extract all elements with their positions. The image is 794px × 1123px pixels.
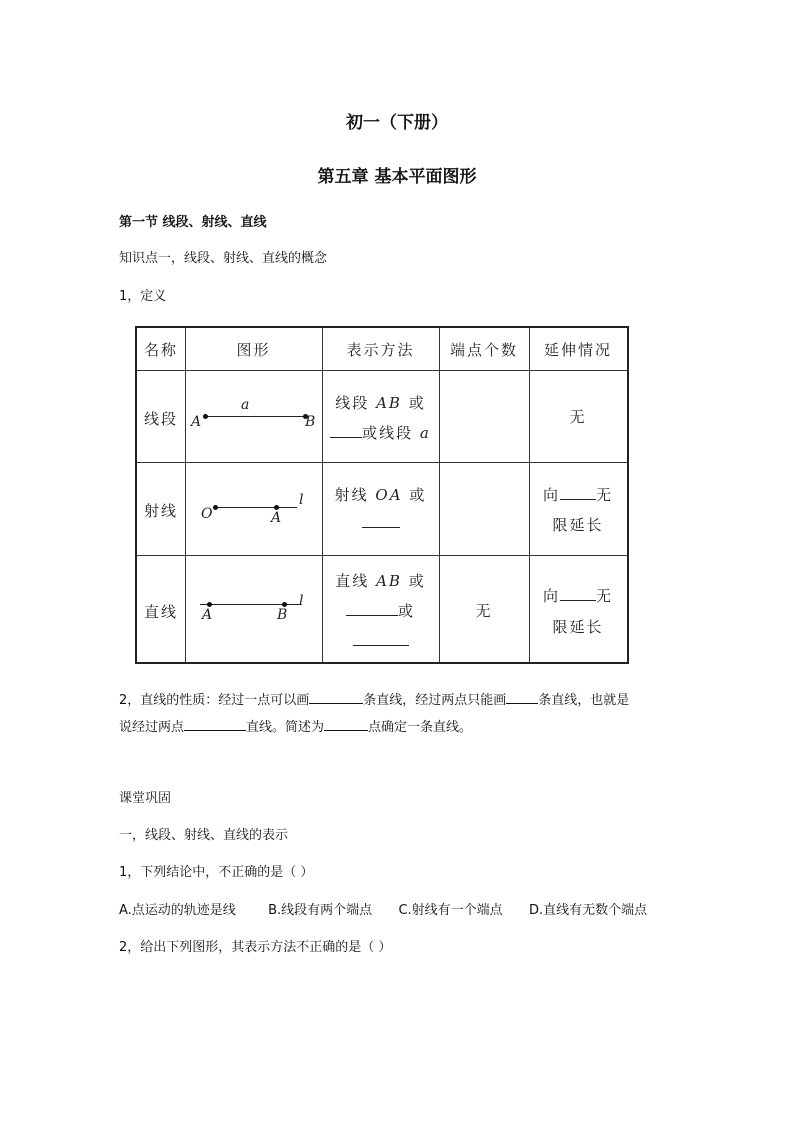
segment-notation-line2: 或线段 a: [322, 422, 439, 443]
property-line2: 说经过两点 直线。简述为 点确定一条直线。: [119, 720, 473, 735]
question-1: 1，下列结论中，不正确的是（ ）: [119, 865, 314, 880]
blank-lines-through-one-point[interactable]: [309, 691, 363, 704]
option-d[interactable]: D.直线有无数个端点: [528, 903, 648, 918]
line-label-A: A: [202, 607, 213, 623]
line-notation-blank[interactable]: [322, 632, 439, 650]
segment-label-a: a: [241, 397, 250, 413]
ray-label-O: O: [201, 506, 213, 522]
header-name: 名称: [143, 341, 178, 359]
line-extension-line2: 限延长: [552, 618, 604, 636]
definition-label: 1，定义: [119, 289, 167, 304]
header-notation: 表示方法: [346, 341, 415, 359]
line-endpoints: 无: [475, 602, 493, 620]
knowledge-point-1: 知识点一，线段、射线、直线的概念: [119, 251, 328, 266]
line-extension-line1: 向 无: [542, 587, 614, 605]
segment-label-B: B: [305, 414, 316, 430]
segment-extension: 无: [569, 408, 587, 426]
ray-label-l: l: [299, 492, 304, 508]
line-label-l: l: [299, 593, 304, 609]
question-2: 2，给出下列图形，其表示方法不正确的是（ ）: [119, 940, 392, 955]
blank[interactable]: [346, 605, 398, 616]
ray-extension-line1: 向 无: [542, 486, 614, 504]
ray-notation-line1: 射线 OA 或: [334, 486, 427, 504]
row-name-ray: 射线: [143, 502, 178, 520]
option-c[interactable]: C.射线有一个端点: [398, 903, 503, 918]
row-name-segment: 线段: [143, 410, 178, 428]
line-label-B: B: [277, 607, 288, 623]
chapter-title: 第五章 基本平面图形: [317, 167, 477, 187]
blank-lines-through-two-points[interactable]: [506, 691, 538, 704]
definition-table: [135, 326, 629, 664]
header-endpoints: 端点个数: [449, 341, 518, 359]
blank[interactable]: [560, 489, 596, 500]
line-notation-line1: 直线 AB 或: [335, 572, 426, 590]
blank-points-determine[interactable]: [324, 718, 368, 731]
blank[interactable]: [560, 590, 596, 601]
blank-two-points[interactable]: [184, 718, 246, 731]
ray-notation-blank[interactable]: [322, 514, 439, 532]
question-1-options: [119, 899, 647, 918]
segment-label-A: A: [191, 414, 202, 430]
option-b[interactable]: B.线段有两个端点: [268, 903, 373, 918]
header-extension: 延伸情况: [543, 341, 612, 359]
practice-title: 课堂巩固: [119, 791, 172, 806]
ray-extension-line2: 限延长: [552, 516, 604, 534]
segment-notation-line1: 线段 AB 或: [335, 394, 426, 412]
option-a[interactable]: A.点运动的轨迹是线: [119, 903, 236, 918]
section-title: 第一节 线段、射线、直线: [119, 215, 267, 230]
practice-part1: 一，线段、射线、直线的表示: [119, 828, 289, 843]
ray-label-A: A: [271, 510, 282, 526]
line-notation-line2: 或: [322, 600, 439, 621]
header-figure: 图形: [236, 341, 271, 359]
row-name-line: 直线: [143, 603, 178, 621]
blank[interactable]: [330, 427, 362, 438]
grade-title: 初一（下册）: [346, 113, 448, 133]
property-line1: 2，直线的性质：经过一点可以画 条直线，经过两点只能画 条直线，也就是: [119, 693, 630, 708]
